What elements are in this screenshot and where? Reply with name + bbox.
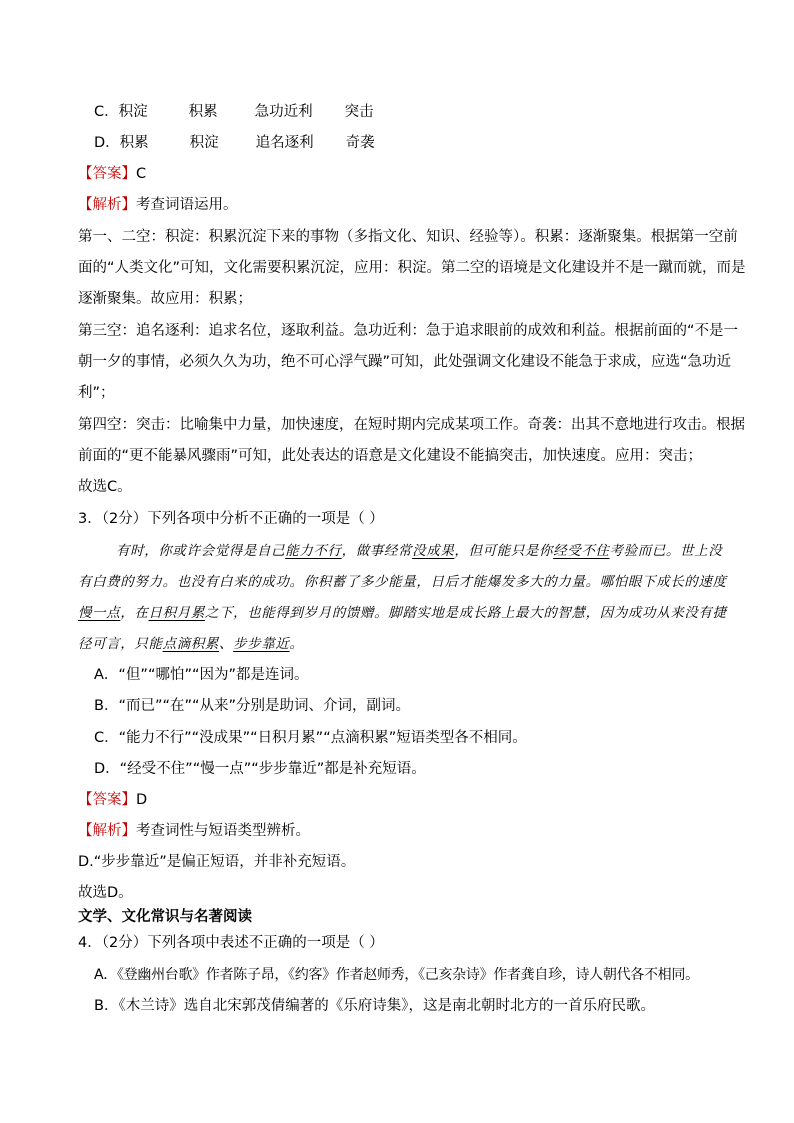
answer-value: C: [136, 166, 147, 182]
option-c: C．“能力不行”“没成果”“日积月累”“点滴积累”短语类型各不相同。: [94, 730, 527, 746]
option-item: 积淀: [118, 104, 148, 120]
passage-text: 有时，你或许会觉得是自己: [116, 543, 286, 559]
analysis-text: 考查词语运用。: [136, 197, 238, 213]
passage-text: 。: [289, 636, 304, 652]
passage-text: 之下，也能得到岁月的馈赠。脚踏实地是成长路上最大的智慧，因为成功从来没有捷: [204, 605, 727, 621]
option-item: 急功近利: [254, 104, 313, 120]
analysis-paragraph: 前面的“更不能暴风骤雨”可知，此处表达的语意是文化建设不能搞突击，加快速度。应用：突击；: [78, 448, 703, 464]
option-item: 积淀: [189, 135, 219, 151]
option-item: 追名逐利: [255, 135, 314, 151]
analysis-paragraph: 第一、二空：积淀：积累沉淀下来的事物（多指文化、知识、经验等）。积累：逐渐聚集。根据第一空前: [78, 229, 738, 245]
passage-line: [116, 540, 722, 562]
answer-line: [78, 789, 147, 811]
passage-text: ，做事经常: [341, 543, 413, 559]
option-letter: D．: [94, 135, 120, 151]
option-a: A．“但”“哪怕”“因为”都是连词。: [94, 667, 309, 683]
option-item: 突击: [344, 104, 374, 120]
underlined-phrase: 能力不行: [285, 543, 342, 559]
option-d: D．“经受不住”“慢一点”“步步靠近”都是补充短语。: [94, 761, 426, 777]
analysis-paragraph: 面的“人类文化”可知，文化需要积累沉淀，应用：积淀。第二空的语境是文化建设并不是一蹴而就，而是: [78, 260, 746, 276]
answer-tag: 【答案】: [78, 792, 136, 808]
section-title: 文学、文化常识与名著阅读: [78, 909, 252, 925]
answer-tag: 【答案】: [78, 166, 136, 182]
answer-line: [78, 163, 146, 185]
analysis-paragraph: 逐渐聚集。故应用：积累；: [78, 291, 252, 307]
option-a: A．《登幽州台歌》作者陈子昂，《约客》作者赵师秀，《己亥杂诗》作者龚自珍，诗人朝代各不相同。: [94, 967, 699, 983]
analysis-paragraph: 第四空：突击：比喻集中力量，加快速度，在短时期内完成某项工作。奇袭：出其不意地进行攻击。根据: [78, 417, 745, 433]
option-item: 奇袭: [345, 135, 375, 151]
analysis-paragraph: D.“步步靠近”是偏正短语，并非补充短语。: [78, 854, 356, 870]
analysis-line: [78, 194, 238, 216]
option-item: 积累: [119, 135, 149, 151]
analysis-text: 考查词性与短语类型辨析。: [136, 823, 310, 839]
underlined-phrase: 点滴积累: [162, 636, 220, 652]
question-4-stem: 4．（2分）下列各项中表述不正确的一项是（ ）: [78, 935, 384, 951]
passage-text: 、: [219, 636, 234, 652]
option-item: 积累: [188, 104, 218, 120]
underlined-phrase: 步步靠近: [233, 636, 290, 652]
passage-text: 考验而已。世上没: [609, 543, 723, 559]
analysis-paragraph: 朝一夕的事情，必须久久为功，绝不可心浮气躁”可知，此处强调文化建设不能急于求成，应选“急功近: [78, 354, 732, 370]
analysis-paragraph: 利”；: [78, 385, 115, 401]
analysis-tag: 【解析】: [78, 197, 136, 213]
underlined-phrase: 没成果: [412, 543, 455, 559]
underlined-phrase: 慢一点: [78, 605, 121, 621]
analysis-tag: 【解析】: [78, 823, 136, 839]
analysis-paragraph: 故选C。: [78, 479, 132, 495]
question-3-stem: 3．（2分）下列各项中分析不正确的一项是（ ）: [78, 511, 384, 527]
answer-value: D: [136, 792, 148, 808]
underlined-phrase: 经受不住: [553, 543, 610, 559]
option-b: B．“而已”“在”“从来”分别是助词、介词，副词。: [94, 698, 411, 714]
passage-text: ，但可能只是你: [454, 543, 554, 559]
option-b: B．《木兰诗》选自北宋郭茂倩编著的《乐府诗集》，这是南北朝时北方的一首乐府民歌。: [94, 998, 655, 1014]
option-letter: C．: [94, 104, 119, 120]
option-d: [94, 132, 375, 154]
underlined-phrase: 日积月累: [148, 605, 205, 621]
option-c: [94, 101, 374, 123]
analysis-paragraph: 故选D。: [78, 885, 133, 901]
analysis-paragraph: 第三空：追名逐利：追求名位，逐取利益。急功近利：急于追求眼前的成效和利益。根据前面的“不是一: [78, 323, 739, 339]
passage-line: [78, 602, 727, 624]
analysis-line: [78, 820, 310, 842]
passage-line: [78, 633, 304, 655]
passage-text: ，在: [120, 605, 149, 621]
passage-line: 有白费的努力。也没有白来的成功。你积蓄了多少能量，日后才能爆发多大的力量。哪怕眼下成长的速度: [78, 574, 727, 590]
passage-text: 径可言，只能: [78, 636, 163, 652]
